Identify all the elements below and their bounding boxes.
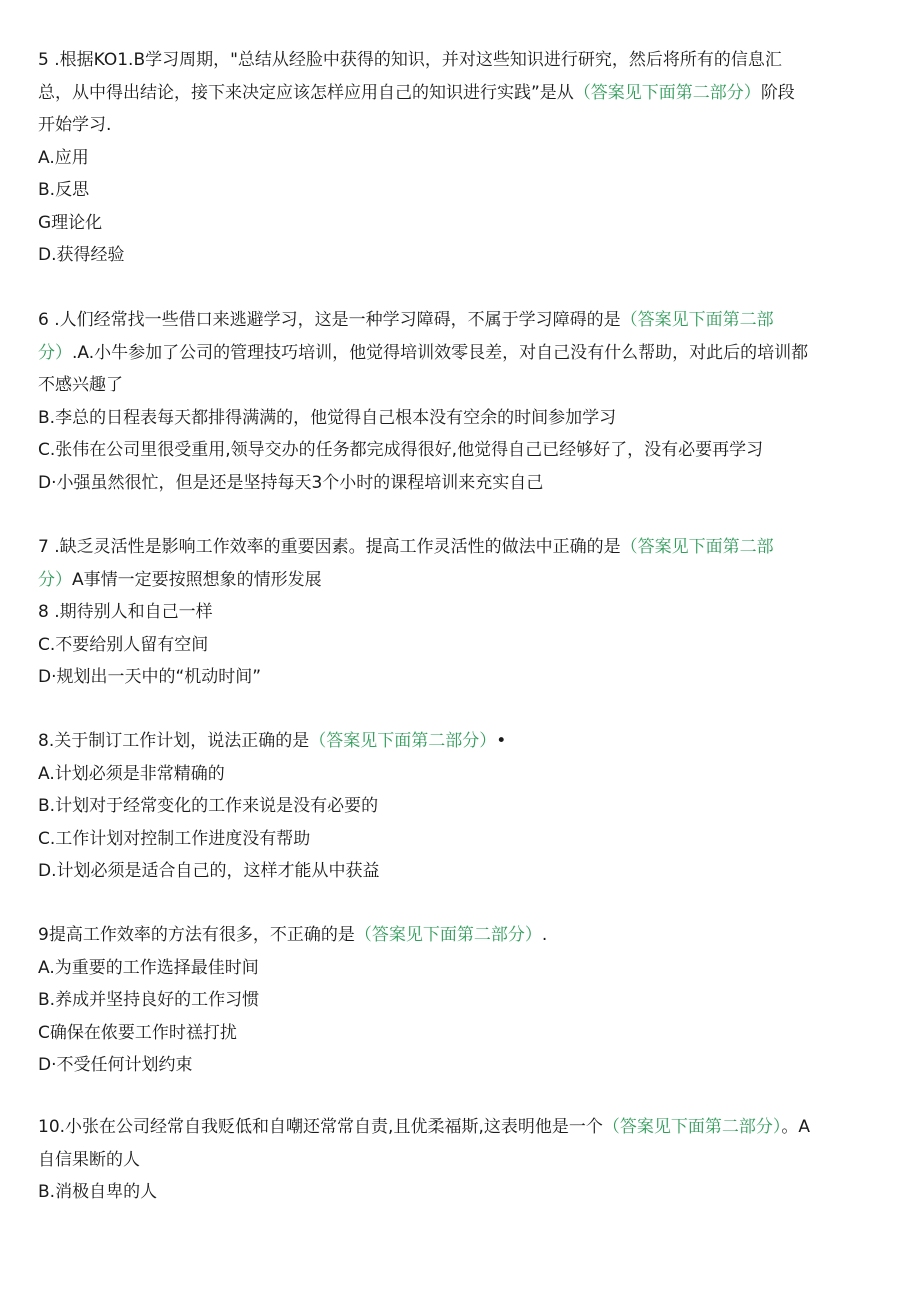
stem-text: 6 .人们经常找一些借口来逃避学习，这是一种学习障碍，不属于学习障碍的是 <box>38 310 621 330</box>
question-8 <box>38 725 888 888</box>
question-stem-line <box>38 337 888 370</box>
option-a: A.计划必须是非常精确的 <box>38 763 225 784</box>
stem-text: 自信果断的人 <box>38 1149 140 1170</box>
answer-hint: （答案见下面第二部分） <box>573 82 761 103</box>
question-stem-line <box>38 44 888 77</box>
question-stem-line <box>38 725 888 758</box>
stem-text: 。A <box>781 1117 810 1137</box>
answer-hint: 分） <box>38 342 72 363</box>
option-d: D·不受任何计划约束 <box>38 1055 193 1075</box>
stem-text: .A.小牛参加了公司的管理技巧培训，他觉得培训效零艮差，对自己没有什么帮助，对此后的培训都 <box>72 342 809 363</box>
option-d: D·规划出一天中的“机动时间” <box>38 667 262 687</box>
question-stem-line <box>38 1111 888 1144</box>
question-stem-line <box>38 77 888 110</box>
option-b: B.养成并坚持良好的工作习惯 <box>38 990 260 1010</box>
option-b: B.李总的日程表每天都排得满满的，他觉得自己根本没有空余的时间参加学习 <box>38 407 617 428</box>
stem-text: 不感兴趣了 <box>38 375 123 395</box>
question-stem-line <box>38 564 888 597</box>
question-stem-line <box>38 919 888 952</box>
option-d: D·小强虽然很忙，但是还是坚持每天3个小时的课程培训来充实自己 <box>38 472 544 493</box>
option-c: C.工作计划对控制工作进度没有帮助 <box>38 828 311 849</box>
stem-text: . <box>541 925 548 945</box>
option-c: C.不要给别人留有空间 <box>38 634 209 655</box>
answer-hint: （答案见下面第二部分） <box>602 1117 782 1137</box>
option-c: C确保在侬要工作时禚打扰 <box>38 1022 237 1043</box>
option-b: B.计划对于经常变化的工作来说是没有必要的 <box>38 796 379 816</box>
option-b: B.消极自卑的人 <box>38 1182 158 1202</box>
question-stem-line <box>38 109 888 142</box>
stem-text: 8.关于制订工作计划，说法正确的是 <box>38 731 310 751</box>
answer-hint: 分） <box>38 569 72 590</box>
option-a: A.应用 <box>38 147 89 168</box>
question-10 <box>38 1111 888 1209</box>
question-5 <box>38 44 888 272</box>
question-stem-line <box>38 531 888 564</box>
question-stem-line <box>38 369 888 402</box>
answer-hint: （答案见下面第二部 <box>620 537 774 557</box>
stem-text: 阶段 <box>760 82 795 103</box>
stem-text: 9提高工作效率的方法有很多，不正确的是 <box>38 925 355 945</box>
answer-hint: （答案见下面第二部 <box>620 310 774 330</box>
option-c: C.张伟在公司里很受重用,领导交办的任务都完成得很好,他觉得自己已经够好了，没有必要再学习 <box>38 440 764 460</box>
answer-hint: （答案见下面第二部分） <box>354 925 542 945</box>
option-d: D.获得经验 <box>38 245 125 265</box>
option-b: 8 .期待别人和自己一样 <box>38 602 213 622</box>
question-stem-line <box>38 1144 888 1177</box>
answer-hint: （答案见下面第二部分） <box>309 731 497 751</box>
stem-text: A事情一定要按照想象的情形发展 <box>72 569 322 590</box>
stem-text: 总，从中得出结论，接下来决定应该怎样应用自己的知识进行实践”是从 <box>38 82 574 103</box>
question-6 <box>38 304 888 499</box>
stem-text: 10.小张在公司经常自我贬低和自嘲还常常自责,且优柔福斯,这表明他是一个 <box>38 1117 603 1137</box>
stem-text: 7 .缺乏灵活性是影响工作效率的重要因素。提高工作灵活性的做法中正确的是 <box>38 537 621 557</box>
option-d: D.计划必须是适合自己的，这样才能从中获益 <box>38 861 380 881</box>
option-a: A.为重要的工作选择最佳时间 <box>38 957 259 978</box>
question-9 <box>38 919 888 1082</box>
question-stem-line <box>38 304 888 337</box>
option-c: G理论化 <box>38 212 103 233</box>
stem-text: 开始学习. <box>38 115 112 135</box>
question-7 <box>38 531 888 694</box>
option-b: B.反思 <box>38 180 90 200</box>
stem-text: • <box>496 731 507 751</box>
stem-text: 5 .根据KO1.B学习周期，"总结从经脸中获得的知识，并对这些知识进行研究，然后将所有的信息汇 <box>38 50 782 70</box>
